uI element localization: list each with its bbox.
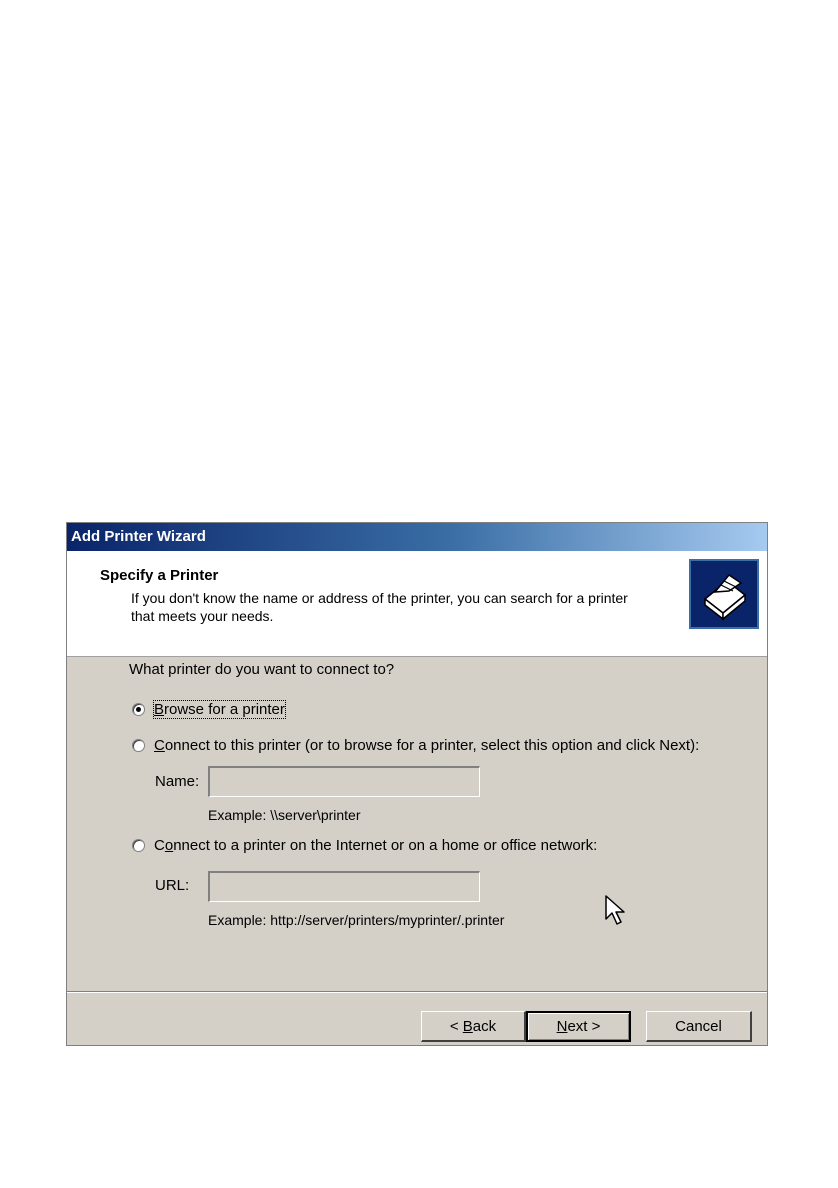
mouse-pointer-icon: [605, 895, 627, 932]
back-button[interactable]: < Back: [421, 1011, 526, 1042]
footer-divider: [67, 991, 767, 993]
next-button[interactable]: Next >: [526, 1011, 631, 1042]
window-title[interactable]: Add Printer Wizard: [67, 523, 767, 551]
url-example: Example: http://server/printers/myprinter/.printer: [208, 912, 505, 928]
page-title: Specify a Printer: [100, 567, 219, 584]
wizard-header: [67, 551, 767, 657]
cancel-button[interactable]: Cancel: [646, 1011, 752, 1042]
subtitle-line-2: that meets your needs.: [131, 608, 274, 624]
browse-option-label[interactable]: Browse for a printer: [154, 701, 285, 718]
internet-printer-option-label[interactable]: Connect to a printer on the Internet or on a home or office network:: [154, 837, 598, 854]
subtitle-line-1: If you don't know the name or address of the printer, you can search for a printer: [131, 590, 628, 606]
browse-radio[interactable]: [132, 703, 145, 716]
url-input[interactable]: [208, 871, 480, 902]
radio-selected-dot: [136, 707, 141, 712]
connect-printer-radio[interactable]: [132, 739, 145, 752]
internet-printer-radio[interactable]: [132, 839, 145, 852]
page-subtitle: [131, 589, 691, 625]
connect-printer-option-label[interactable]: Connect to this printer (or to browse for a printer, select this option and click Next):: [154, 737, 700, 754]
name-example: Example: \\server\printer: [208, 807, 361, 823]
printer-icon: [689, 559, 759, 629]
add-printer-wizard-window: [66, 522, 768, 1046]
name-input[interactable]: [208, 766, 480, 797]
name-label: Name:: [155, 773, 200, 790]
url-label: URL:: [155, 877, 190, 894]
question-label: What printer do you want to connect to?: [129, 661, 395, 678]
